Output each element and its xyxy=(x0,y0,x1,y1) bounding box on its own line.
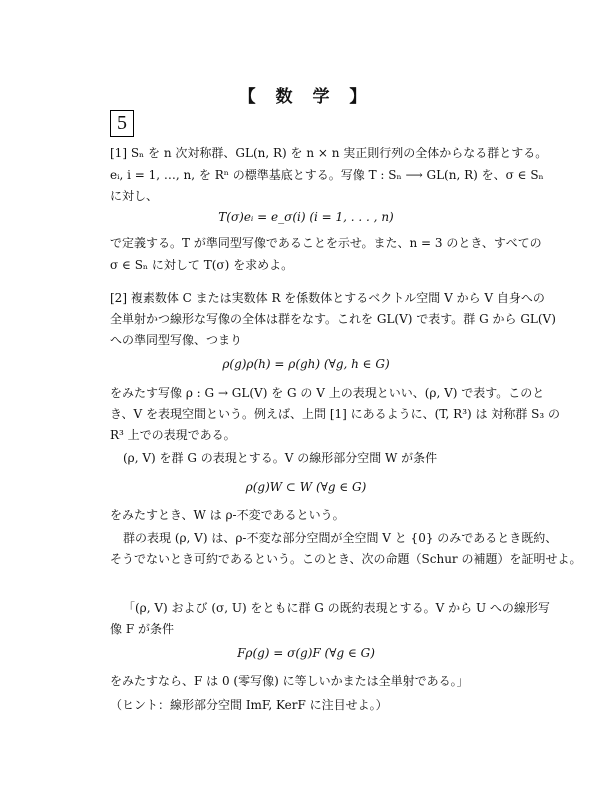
part2-line6: R³ 上での表現である。 xyxy=(110,428,236,442)
part2-line4: をみたす写像 ρ : G → GL(V) を G の V 上の表現といい、(ρ, V) で表す。このと xyxy=(110,386,545,400)
part1-line2: eᵢ, i = 1, …, n, を Rⁿ の標準基底とする。写像 T : Sₙ ⟶ GL(n, R) を、σ ∈ Sₙ xyxy=(110,168,544,182)
part2-line10: そうでないとき可約であるという。このとき、次の命題（Schur の補題）を証明せよ。 xyxy=(110,552,582,566)
part2-line9: 群の表現 (ρ, V) は、ρ-不変な部分空間が全空間 V と {0} のみであるとき既約、 xyxy=(123,531,558,545)
proposition-line3: をみたすなら、F は 0 (零写像) に等しいかまたは全単射である。」 xyxy=(110,674,469,688)
part2-line5: き、V を表現空間という。例えば、上問 [1] にあるように、(T, R³) は 対称群 S₃ の xyxy=(110,407,560,421)
proposition-line1: 「(ρ, V) および (σ, U) をともに群 G の既約表現とする。V から U への線形写 xyxy=(123,601,550,615)
part2-formula2: ρ(g)W ⊂ W (∀g ∈ G) xyxy=(245,480,367,494)
part1-line3: に対し、 xyxy=(110,189,159,203)
part1-line5: σ ∈ Sₙ に対して T(σ) を求めよ。 xyxy=(110,258,294,272)
part1-line1: [1] Sₙ を n 次対称群、GL(n, R) を n × n 実正則行列の全体からなる群とする。 xyxy=(110,146,548,160)
part2-line3: への準同型写像、つまり xyxy=(110,333,243,347)
part2-line2: 全単射かつ線形な写像の全体は群をなす。これを GL(V) で表す。群 G から GL(V) xyxy=(110,312,556,326)
part2-line7: (ρ, V) を群 G の表現とする。V の線形部分空間 W が条件 xyxy=(123,451,438,465)
question-number-box: 5 xyxy=(110,110,134,137)
page-title: 【 数 学 】 xyxy=(238,87,374,107)
part1-formula: T(σ)eᵢ = e_σ(i) (i = 1, . . . , n) xyxy=(218,210,394,224)
part2-line8: をみたすとき、W は ρ-不変であるという。 xyxy=(110,508,345,522)
part2-formula1: ρ(g)ρ(h) = ρ(gh) (∀g, h ∈ G) xyxy=(222,357,390,371)
proposition-formula: Fρ(g) = σ(g)F (∀g ∈ G) xyxy=(237,646,375,660)
proposition-line2: 像 F が条件 xyxy=(110,622,174,636)
hint-text: （ヒント：線形部分空間 ImF, KerF に注目せよ。） xyxy=(110,698,388,712)
part1-line4: で定義する。T が準同型写像であることを示せ。また、n = 3 のとき、すべての xyxy=(110,236,542,250)
part2-line1: [2] 複素数体 C または実数体 R を係数体とするベクトル空間 V から V 自身への xyxy=(110,291,545,305)
